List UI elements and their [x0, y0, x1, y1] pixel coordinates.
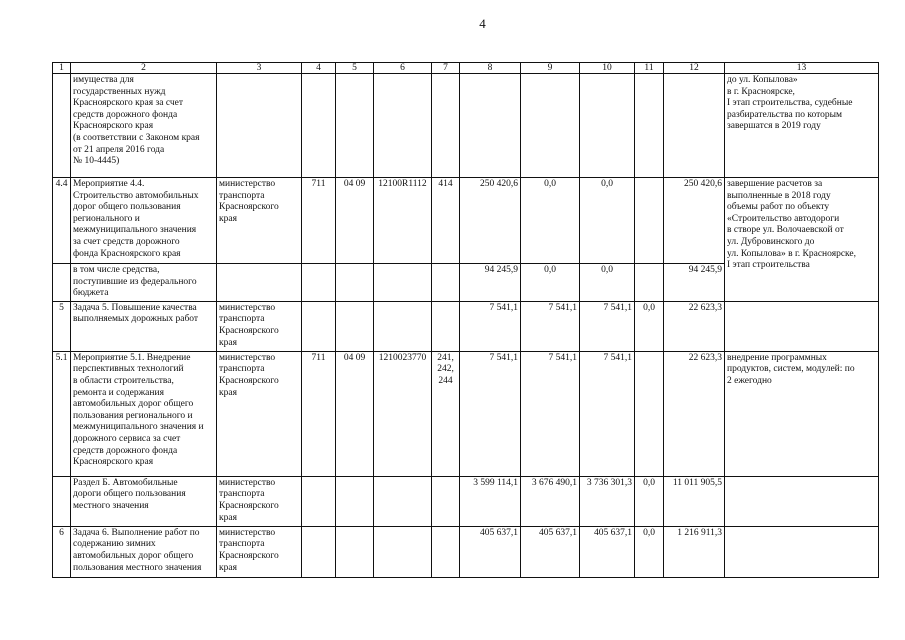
amount-year2-cell: 7 541,1: [521, 351, 580, 476]
section-code-cell: [336, 301, 374, 351]
target-code-cell: [374, 301, 432, 351]
amount-col11-cell: 0,0: [635, 301, 664, 351]
amount-year3-cell: [580, 74, 635, 178]
item-name-cell: Мероприятие 5.1. Внедрение перспективных технологий в области строительства, ремонта и содержания автомобильных дорог общего пользования регионального и межмуниципального значения и дорожного сервиса за счет средств дорожного фонда Красноярского края: [71, 351, 217, 476]
grbs-cell: [302, 476, 336, 526]
column-number: 12: [664, 63, 725, 74]
row-number-cell: [53, 264, 71, 302]
item-name-cell: имущества для государственных нужд Красноярского края за счет средств дорожного фонда Красноярского края (в соответствии с Законом края от 21 апреля 2016 года № 10-4445): [71, 74, 217, 178]
result-cell: до ул. Копылова» в г. Красноярске, I этап строительства, судебные разбирательства по которым завершатся в 2019 году: [725, 74, 879, 178]
page-number: 4: [479, 16, 486, 31]
amount-year2-cell: [521, 74, 580, 178]
executor-cell: министерство транспорта Красноярского края: [217, 351, 302, 476]
column-number-row: [53, 63, 879, 74]
amount-year1-cell: 250 420,6: [460, 178, 521, 264]
row-number-cell: [53, 476, 71, 526]
amount-year3-cell: 405 637,1: [580, 526, 635, 577]
amount-year3-cell: 7 541,1: [580, 351, 635, 476]
table-row: [53, 526, 879, 577]
item-name-cell: Раздел Б. Автомобильные дороги общего пользования местного значения: [71, 476, 217, 526]
amount-year2-cell: 0,0: [521, 178, 580, 264]
amount-total-cell: 250 420,6: [664, 178, 725, 264]
amount-year1-cell: 7 541,1: [460, 351, 521, 476]
table-row: [53, 301, 879, 351]
column-number: 10: [580, 63, 635, 74]
amount-year2-cell: 7 541,1: [521, 301, 580, 351]
column-number: 7: [432, 63, 460, 74]
result-cell: [725, 476, 879, 526]
column-number: 13: [725, 63, 879, 74]
grbs-cell: [302, 264, 336, 302]
row-number-cell: 4.4: [53, 178, 71, 264]
amount-total-cell: [664, 74, 725, 178]
row-number-cell: 5.1: [53, 351, 71, 476]
executor-cell: министерство транспорта Красноярского края: [217, 178, 302, 264]
table-row: [53, 476, 879, 526]
amount-col11-cell: [635, 264, 664, 302]
expense-type-cell: [432, 526, 460, 577]
amount-total-cell: 22 623,3: [664, 351, 725, 476]
executor-cell: министерство транспорта Красноярского края: [217, 301, 302, 351]
item-name-cell: Задача 5. Повышение качества выполняемых дорожных работ: [71, 301, 217, 351]
section-code-cell: [336, 476, 374, 526]
amount-col11-cell: [635, 351, 664, 476]
expense-type-cell: [432, 264, 460, 302]
section-code-cell: [336, 74, 374, 178]
target-code-cell: [374, 476, 432, 526]
amount-year1-cell: 3 599 114,1: [460, 476, 521, 526]
executor-cell: [217, 74, 302, 178]
amount-col11-cell: 0,0: [635, 526, 664, 577]
column-number: 11: [635, 63, 664, 74]
amount-col11-cell: [635, 74, 664, 178]
amount-col11-cell: [635, 178, 664, 264]
column-number: 5: [336, 63, 374, 74]
amount-year3-cell: 3 736 301,3: [580, 476, 635, 526]
expense-type-cell: 241, 242, 244: [432, 351, 460, 476]
table-row: [53, 351, 879, 476]
row-number-cell: 6: [53, 526, 71, 577]
section-code-cell: [336, 526, 374, 577]
executor-cell: [217, 264, 302, 302]
amount-year2-cell: 405 637,1: [521, 526, 580, 577]
executor-cell: министерство транспорта Красноярского края: [217, 476, 302, 526]
expense-type-cell: 414: [432, 178, 460, 264]
section-code-cell: 04 09: [336, 351, 374, 476]
target-code-cell: [374, 264, 432, 302]
grbs-cell: [302, 301, 336, 351]
amount-year1-cell: 405 637,1: [460, 526, 521, 577]
amount-year3-cell: 0,0: [580, 264, 635, 302]
amount-year1-cell: 7 541,1: [460, 301, 521, 351]
item-name-cell: в том числе средства, поступившие из федерального бюджета: [71, 264, 217, 302]
column-number: 4: [302, 63, 336, 74]
result-cell: [725, 301, 879, 351]
executor-cell: министерство транспорта Красноярского края: [217, 526, 302, 577]
item-name-cell: Задача 6. Выполнение работ по содержанию зимних автомобильных дорог общего пользования местного значения: [71, 526, 217, 577]
amount-col11-cell: 0,0: [635, 476, 664, 526]
amount-year3-cell: 7 541,1: [580, 301, 635, 351]
amount-total-cell: 22 623,3: [664, 301, 725, 351]
column-number: 9: [521, 63, 580, 74]
table-row: [53, 178, 879, 264]
column-number: 3: [217, 63, 302, 74]
result-cell: [725, 526, 879, 577]
column-number: 6: [374, 63, 432, 74]
amount-year1-cell: [460, 74, 521, 178]
column-number: 1: [53, 63, 71, 74]
amount-year2-cell: 0,0: [521, 264, 580, 302]
program-table: [52, 62, 879, 578]
expense-type-cell: [432, 476, 460, 526]
amount-total-cell: 94 245,9: [664, 264, 725, 302]
target-code-cell: 12100R1112: [374, 178, 432, 264]
target-code-cell: 1210023770: [374, 351, 432, 476]
grbs-cell: [302, 526, 336, 577]
column-number: 2: [71, 63, 217, 74]
expense-type-cell: [432, 74, 460, 178]
expense-type-cell: [432, 301, 460, 351]
item-name-cell: Мероприятие 4.4. Строительство автомобильных дорог общего пользования регионального и межмуниципального значения за счет средств дорожного фонда Красноярского края: [71, 178, 217, 264]
amount-year3-cell: 0,0: [580, 178, 635, 264]
amount-total-cell: 1 216 911,3: [664, 526, 725, 577]
section-code-cell: [336, 264, 374, 302]
grbs-cell: [302, 74, 336, 178]
amount-year1-cell: 94 245,9: [460, 264, 521, 302]
amount-year2-cell: 3 676 490,1: [521, 476, 580, 526]
table-row: [53, 74, 879, 178]
column-number: 8: [460, 63, 521, 74]
amount-total-cell: 11 011 905,5: [664, 476, 725, 526]
row-number-cell: 5: [53, 301, 71, 351]
grbs-cell: 711: [302, 351, 336, 476]
section-code-cell: 04 09: [336, 178, 374, 264]
result-cell: завершение расчетов за выполненные в 2018 году объемы работ по объекту «Строительство автодороги в створе ул. Волочаевской от ул. Дубровинского до ул. Копылова» в г. Красноярске, I этап строительства: [725, 178, 879, 302]
result-cell: внедрение программных продуктов, систем, модулей: по 2 ежегодно: [725, 351, 879, 476]
target-code-cell: [374, 74, 432, 178]
grbs-cell: 711: [302, 178, 336, 264]
row-number-cell: [53, 74, 71, 178]
target-code-cell: [374, 526, 432, 577]
